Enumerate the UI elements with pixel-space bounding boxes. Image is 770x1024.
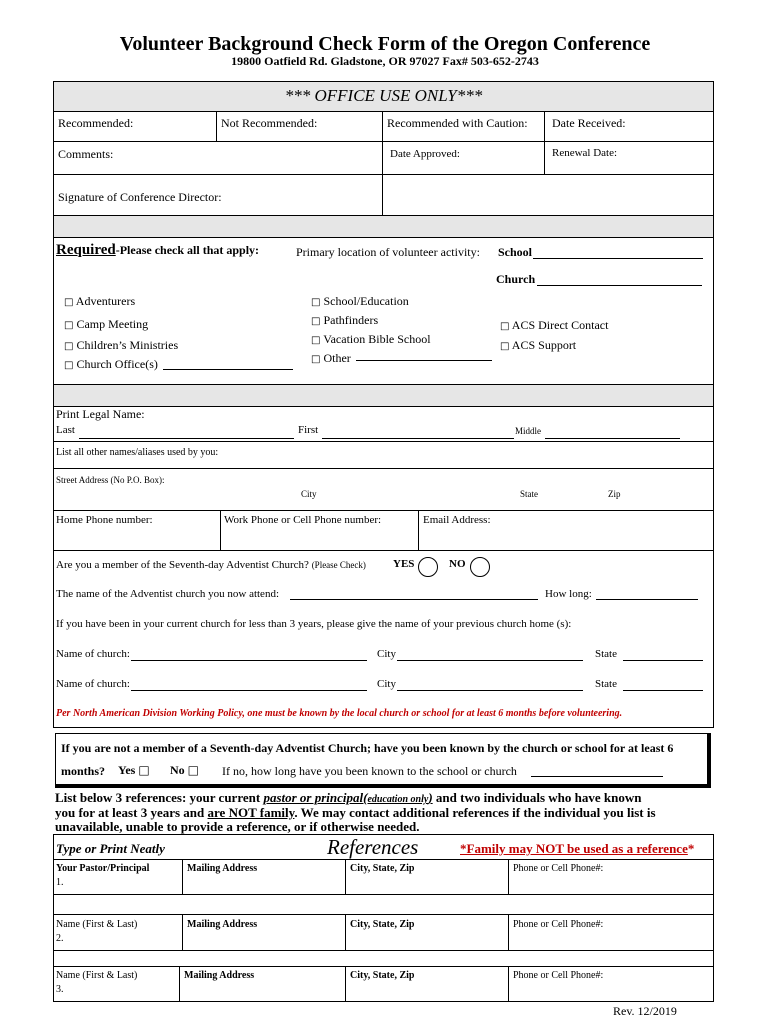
checkbox-icon[interactable]: □ xyxy=(138,763,150,777)
reference-1-name-label[interactable]: Your Pastor/Principal xyxy=(56,863,150,874)
option-label: Vacation Bible School xyxy=(323,332,431,346)
renewal-date-label[interactable]: Renewal Date: xyxy=(552,147,618,159)
prev-church-1-label: Name of church: xyxy=(56,648,130,660)
intro-education-only: education only xyxy=(367,794,429,805)
checkbox-icon[interactable]: □ xyxy=(500,341,510,352)
church-label: Church xyxy=(496,272,536,286)
revision-date: Rev. 12/2019 xyxy=(613,1004,677,1018)
director-signature-label[interactable]: Signature of Conference Director: xyxy=(58,190,222,204)
checkbox-icon[interactable]: □ xyxy=(187,763,200,777)
references-intro-line1 xyxy=(55,790,641,806)
middle-name-label: Middle xyxy=(515,426,541,436)
if-no-how-long-field[interactable] xyxy=(531,776,663,777)
checkbox-icon[interactable]: □ xyxy=(311,335,321,346)
option-pathfinders[interactable] xyxy=(311,313,378,328)
state-label: State xyxy=(520,489,538,499)
first-name-field[interactable] xyxy=(322,438,514,439)
intro-close: ) xyxy=(428,790,433,805)
school-label: School xyxy=(498,245,533,259)
aliases-label[interactable]: List all other names/aliases used by you: xyxy=(56,447,219,458)
reference-3-name-label[interactable]: Name (First & Last) xyxy=(56,970,138,981)
prev-church-2-field[interactable] xyxy=(131,690,367,691)
option-childrens-ministries[interactable] xyxy=(64,338,178,353)
reference-2-city-label[interactable]: City, State, Zip xyxy=(350,919,415,930)
date-received-label[interactable]: Date Received: xyxy=(552,116,626,130)
if-no-how-long-label: If no, how long have you been known to the school or church xyxy=(222,764,517,778)
print-legal-name-label: Print Legal Name: xyxy=(56,407,145,421)
option-acs-support[interactable] xyxy=(500,338,576,353)
yes-label: YES xyxy=(393,558,415,570)
option-label: Adventurers xyxy=(75,294,136,308)
required-heading xyxy=(56,242,259,259)
family-warning-text: *Family may NOT be used as a reference xyxy=(460,841,688,856)
middle-name-field[interactable] xyxy=(545,438,680,439)
street-address-label[interactable]: Street Address (No P.O. Box): xyxy=(56,475,165,485)
option-label: ACS Direct Contact xyxy=(511,318,609,332)
church-attend-label: The name of the Adventist church you now attend: xyxy=(56,588,279,600)
church-section xyxy=(53,550,714,728)
not-member-no[interactable] xyxy=(170,763,199,778)
checkbox-icon[interactable]: □ xyxy=(311,297,321,308)
option-label: ACS Support xyxy=(511,338,577,352)
office-divider-bar xyxy=(53,215,714,238)
recommended-label[interactable]: Recommended: xyxy=(58,116,134,130)
option-label: School/Education xyxy=(323,294,409,308)
required-instruction: -Please check all that apply: xyxy=(115,243,260,257)
city-label: City xyxy=(301,489,317,499)
reference-1-phone-label[interactable]: Phone or Cell Phone#: xyxy=(513,863,604,874)
prev-church-1-state-field[interactable] xyxy=(623,660,703,661)
how-long-field[interactable] xyxy=(596,599,698,600)
personal-divider-bar xyxy=(53,384,714,407)
option-label: Church Office(s) xyxy=(76,357,158,371)
prev-church-1-city-label: City xyxy=(377,648,396,660)
reference-3-phone-label[interactable]: Phone or Cell Phone#: xyxy=(513,970,604,981)
checkbox-icon[interactable]: □ xyxy=(311,316,321,327)
primary-location-label: Primary location of volunteer activity: xyxy=(296,245,480,259)
prev-church-1-city-field[interactable] xyxy=(397,660,583,661)
home-phone-label[interactable]: Home Phone number: xyxy=(56,514,153,526)
reference-2-name-label[interactable]: Name (First & Last) xyxy=(56,919,138,930)
how-long-label: How long: xyxy=(545,588,592,600)
reference-1-number: 1. xyxy=(56,877,64,888)
prev-church-1-field[interactable] xyxy=(131,660,367,661)
intro-line2-b: . We may contact additional references if the individual you list is xyxy=(294,805,656,820)
prev-church-1-state-label: State xyxy=(595,648,617,660)
comments-label[interactable]: Comments: xyxy=(58,147,114,161)
other-field[interactable] xyxy=(356,360,492,361)
church-field[interactable] xyxy=(537,285,702,286)
less-than-3-years-label: If you have been in your current church for less than 3 years, please give the name of your previous church home (s): xyxy=(56,618,572,630)
member-question-text: Are you a member of the Seventh-day Adventist Church? xyxy=(56,559,309,571)
intro-b: and two individuals who have known xyxy=(432,790,642,805)
reference-3-number: 3. xyxy=(56,984,64,995)
last-name-field[interactable] xyxy=(79,438,294,439)
required-word: Required xyxy=(56,242,116,258)
not-recommended-label[interactable]: Not Recommended: xyxy=(221,116,318,130)
prev-church-2-city-label: City xyxy=(377,678,396,690)
option-acs-direct-contact[interactable] xyxy=(500,318,608,333)
intro-pastor: pastor or principal( xyxy=(263,790,368,805)
recommended-caution-label[interactable]: Recommended with Caution: xyxy=(387,116,528,130)
option-adventurers[interactable] xyxy=(64,294,135,309)
conference-address: 19800 Oatfield Rd. Gladstone, OR 97027 Fax# 503-652-2743 xyxy=(231,54,539,68)
option-label: Camp Meeting xyxy=(76,317,149,331)
school-field[interactable] xyxy=(533,258,703,259)
prev-church-2-city-field[interactable] xyxy=(397,690,583,691)
option-school-education[interactable] xyxy=(311,294,409,309)
reference-2-number: 2. xyxy=(56,933,64,944)
type-print-neatly: Type or Print Neatly xyxy=(56,841,165,856)
checkbox-icon[interactable]: □ xyxy=(311,354,321,365)
intro-line2-u: are NOT family xyxy=(207,805,295,820)
form-title: Volunteer Background Check Form of the Oregon Conference xyxy=(119,33,651,55)
checkbox-icon[interactable]: □ xyxy=(500,321,510,332)
first-name-label: First xyxy=(298,424,319,436)
reference-3-city-label[interactable]: City, State, Zip xyxy=(350,970,415,981)
please-check-text: (Please Check) xyxy=(311,560,366,570)
no-text: No xyxy=(170,763,185,777)
references-intro-line3: unavailable, unable to provide a reference, or if otherwise needed. xyxy=(55,819,420,834)
prev-church-2-label: Name of church: xyxy=(56,678,130,690)
no-radio[interactable] xyxy=(470,557,490,577)
intro-line2-a: you for at least 3 years and xyxy=(55,805,208,820)
option-label: Children’s Ministries xyxy=(76,338,179,352)
prev-church-2-state-label: State xyxy=(595,678,617,690)
option-vacation-bible-school[interactable] xyxy=(311,332,431,347)
yes-radio[interactable] xyxy=(418,557,438,577)
date-approved-label[interactable]: Date Approved: xyxy=(390,148,460,160)
yes-text: Yes xyxy=(118,763,136,777)
nad-policy-notice: Per North American Division Working Policy, one must be known by the local church or school for at least 6 months before volunteering. xyxy=(56,708,623,719)
office-use-title: *** OFFICE USE ONLY*** xyxy=(284,86,483,105)
church-offices-field[interactable] xyxy=(163,369,293,370)
reference-1-city-label[interactable]: City, State, Zip xyxy=(350,863,415,874)
option-camp-meeting[interactable] xyxy=(64,317,148,332)
reference-3-mailing-label[interactable]: Mailing Address xyxy=(184,970,255,981)
intro-a: List below 3 references: your current xyxy=(55,790,264,805)
checkbox-icon[interactable]: □ xyxy=(64,341,74,352)
option-label: Other xyxy=(323,351,351,365)
checkbox-icon[interactable]: □ xyxy=(64,320,74,331)
family-warning-star: * xyxy=(687,841,695,856)
no-label: NO xyxy=(449,558,466,570)
reference-2-mailing-label[interactable]: Mailing Address xyxy=(187,919,258,930)
work-phone-label[interactable]: Work Phone or Cell Phone number: xyxy=(224,514,382,526)
reference-2-phone-label[interactable]: Phone or Cell Phone#: xyxy=(513,919,604,930)
checkbox-icon[interactable]: □ xyxy=(64,297,74,308)
months-label: months? xyxy=(61,764,106,778)
not-member-yes[interactable] xyxy=(118,763,150,778)
member-question xyxy=(56,559,366,571)
family-warning xyxy=(460,841,694,857)
email-label[interactable]: Email Address: xyxy=(423,514,491,526)
not-member-question: If you are not a member of a Seventh-day Adventist Church; have you been known by the church or school for at least 6 xyxy=(61,741,674,755)
option-label: Pathfinders xyxy=(323,313,379,327)
option-other[interactable] xyxy=(311,351,351,366)
checkbox-icon[interactable]: □ xyxy=(64,360,74,371)
last-name-label: Last xyxy=(56,424,75,436)
church-attend-field[interactable] xyxy=(290,599,538,600)
option-church-offices[interactable] xyxy=(64,357,158,372)
zip-label: Zip xyxy=(608,489,621,499)
reference-1-mailing-label[interactable]: Mailing Address xyxy=(187,863,258,874)
prev-church-2-state-field[interactable] xyxy=(623,690,703,691)
references-title: References xyxy=(327,835,419,859)
